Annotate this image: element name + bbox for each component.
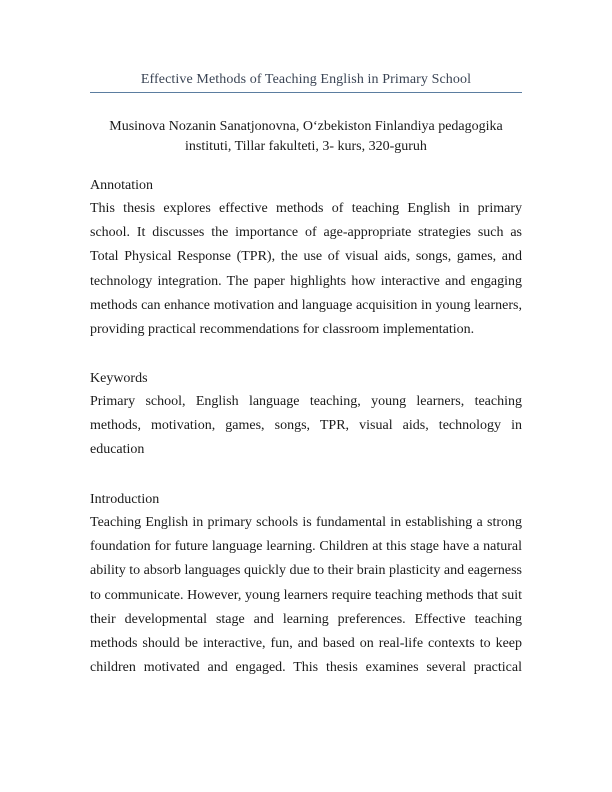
running-header-title: Effective Methods of Teaching English in Primary School <box>140 72 472 87</box>
paragraph-line: ability to absorb languages quickly due to their brain plasticity and eagerness <box>90 563 522 579</box>
paragraph-line: to communicate. However, young learners require teaching methods that suit <box>90 587 522 603</box>
keywords-section <box>90 368 522 463</box>
paragraph-line: their developmental stage and learning preferences. Effective teaching <box>90 611 522 627</box>
author-line: instituti, Tillar fakulteti, 3- kurs, 320-guruh <box>185 139 427 154</box>
paragraph-line: children motivated and engaged. This thesis examines several practical <box>90 660 522 676</box>
introduction-heading: Introduction <box>90 492 160 507</box>
keywords-heading: Keywords <box>90 371 148 386</box>
paragraph-line: school. It discusses the importance of age-appropriate strategies such as <box>90 225 522 241</box>
paragraph-line: methods can enhance motivation and language acquisition in young learners, <box>90 297 522 313</box>
paragraph-line: Teaching English in primary schools is fundamental in establishing a strong <box>90 515 522 530</box>
paragraph-line: Total Physical Response (TPR), the use of visual aids, songs, games, and <box>90 249 522 265</box>
keywords-paragraph <box>90 390 522 463</box>
annotation-section <box>90 175 522 342</box>
introduction-section <box>90 489 522 680</box>
paragraph-line: technology integration. The paper highlights how interactive and engaging <box>90 273 522 289</box>
annotation-paragraph <box>90 197 522 342</box>
author-line: Musinova Nozanin Sanatjonovna, O‘zbekiston Finlandiya pedagogika <box>109 119 503 134</box>
paragraph-line: Primary school, English language teaching, young learners, teaching <box>90 394 522 409</box>
introduction-paragraph <box>90 511 522 680</box>
header-divider <box>90 92 522 93</box>
paragraph-line: providing practical recommendations for classroom implementation. <box>90 321 475 337</box>
paragraph-line: This thesis explores effective methods of teaching English in primary <box>90 201 522 216</box>
annotation-heading: Annotation <box>90 178 153 193</box>
paragraph-line: foundation for future language learning. Children at this stage have a natural <box>90 539 522 555</box>
paragraph-line: methods, motivation, games, songs, TPR, visual aids, technology in <box>90 418 522 434</box>
author-affiliation <box>90 117 522 157</box>
paragraph-line: methods should be interactive, fun, and based on real-life contexts to keep <box>90 635 522 651</box>
paragraph-line: education <box>90 442 145 458</box>
